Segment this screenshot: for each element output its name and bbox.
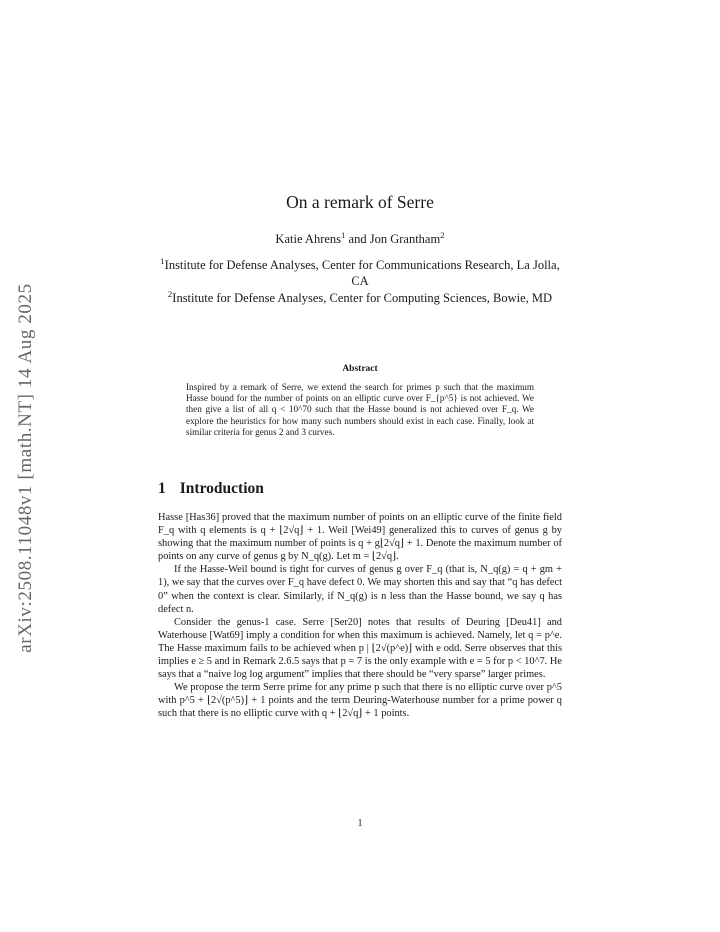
section-number: 1 <box>158 480 166 497</box>
arxiv-sidebar-stamp: arXiv:2508.11048v1 [math.NT] 14 Aug 2025 <box>15 283 36 653</box>
author-joiner: and <box>345 232 370 246</box>
abstract-text: Inspired by a remark of Serre, we extend the search for primes p such that the maximum Hasse bound for the number of points on an elliptic curve over F_{p^5} is not achieved. We then give a list of all q < 10^70 such that the Hasse bound is not achieved over F_q. We explore the heuristics for how many such numbers should exist in each case. Finally, look at similar criteria for genus 2 and 3 curves. <box>186 382 534 437</box>
affiliation-mark: 2 <box>167 288 173 299</box>
author-name: Katie Ahrens <box>275 232 342 246</box>
paragraph: We propose the term Serre prime for any prime p such that there is no elliptic curve over p^5 with p^5 + ⌊2√(p^5)⌋ + 1 points and the term Deuring-Waterhouse number for a prime power q such that there is no elliptic curve with q + ⌊2√q⌋ + 1 points. <box>158 682 562 720</box>
affiliation-mark: 1 <box>341 229 346 240</box>
affiliation-mark: 1 <box>160 255 165 266</box>
paper-title: On a remark of Serre <box>286 192 434 212</box>
affiliation-mark: 2 <box>440 229 445 240</box>
paragraph: If the Hasse-Weil bound is tight for curves of genus g over F_q (that is, N_q(g) = q + gm + 1), we say that the curves over F_q have defect 0. We may shorten this and say that “q has defect 0” when the context is clear. Similarly, if N_q(g) is n less than the Hasse bound, we say q has defect n. <box>158 564 562 615</box>
paragraph: Consider the genus-1 case. Serre [Ser20] notes that results of Deuring [Deu41] and Waterhouse [Wat69] imply a condition for when this maximum is achieved. Namely, let q = p^e. The Hasse maximum fails to be achieved when p | ⌊2√(p^e)⌋ with e odd. Serre observes that this implies e ≥ 5 and in Remark 2.6.5 says that p = 7 is the only example with e = 5 for p < 10^7. He says that a “naive log log argument” implies that there should be “very sparse” larger primes. <box>158 616 562 681</box>
page-number: 1 <box>357 818 363 829</box>
affiliation-text: Institute for Defense Analyses, Center for Computing Sciences, Bowie, MD <box>172 291 553 305</box>
section-title: Introduction <box>179 480 264 497</box>
section-heading <box>158 480 264 498</box>
affiliation <box>160 255 560 289</box>
affiliation-text: Institute for Defense Analyses, Center for Communications Research, La Jolla, CA <box>164 258 560 288</box>
author-line <box>0 229 720 247</box>
body-text <box>158 511 562 721</box>
author-name: Jon Grantham <box>369 232 441 246</box>
affiliation <box>160 288 560 307</box>
paragraph: Hasse [Has36] proved that the maximum number of points on an elliptic curve of the finite field F_q with q elements is q + ⌊2√q⌋ + 1. Weil [Wei49] generalized this to curves of genus g by showing that the maximum number of points is q + g⌊2√q⌋ + 1. Denote the maximum number of points on any curve of genus g by N_q(g). Let m = ⌊2√q⌋. <box>158 512 562 563</box>
abstract-heading: Abstract <box>342 364 378 374</box>
